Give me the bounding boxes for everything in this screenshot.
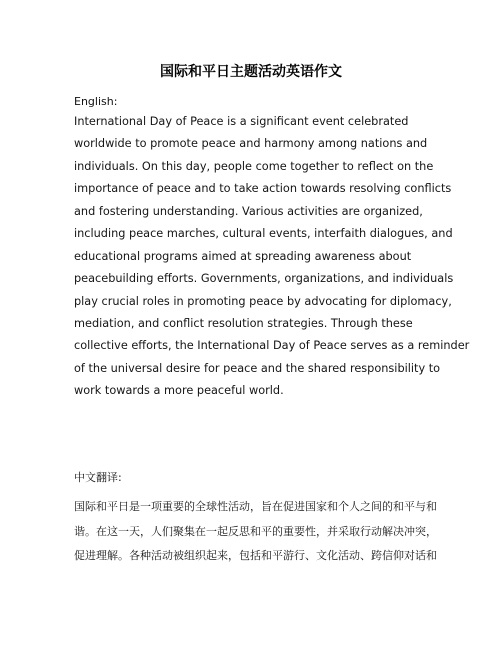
english-line: and fostering understanding. Various activities are organized, — [74, 204, 423, 218]
english-line: educational programs aimed at spreading awareness about — [74, 249, 412, 263]
chinese-line: 国际和平日是一项重要的全球性活动，旨在促进国家和个人之间的和平与和 — [74, 500, 437, 513]
english-line: importance of peace and to take action towards resolving conflicts — [74, 182, 452, 196]
english-line: peacebuilding efforts. Governments, organizations, and individuals — [74, 272, 454, 286]
english-line: of the universal desire for peace and the shared responsibility to — [74, 361, 441, 375]
english-line: work towards a more peaceful world. — [74, 384, 284, 398]
english-line: mediation, and conflict resolution strategies. Through these — [74, 316, 413, 330]
chinese-section-label: 中文翻译: — [74, 471, 122, 484]
english-line: individuals. On this day, people come together to reflect on the — [74, 159, 434, 173]
english-line: including peace marches, cultural events, interfaith dialogues, and — [74, 227, 453, 241]
chinese-line: 谐。在这一天，人们聚集在一起反思和平的重要性，并采取行动解决冲突， — [74, 524, 437, 538]
document-title: 国际和平日主题活动英语作文 — [160, 64, 342, 80]
chinese-line: 促进理解。各种活动被组织起来，包括和平游行、文化活动、跨信仰对话和 — [74, 549, 437, 562]
chinese-paragraph — [74, 495, 439, 569]
english-line: play crucial roles in promoting peace by advocating for diplomacy, — [74, 294, 452, 308]
english-paragraph — [74, 111, 470, 403]
english-line: International Day of Peace is a significant event celebrated — [74, 115, 409, 128]
english-line: collective efforts, the International Day of Peace serves as a reminder — [74, 339, 470, 353]
english-section-label: English: — [74, 95, 118, 108]
english-line: worldwide to promote peace and harmony among nations and — [74, 137, 428, 151]
